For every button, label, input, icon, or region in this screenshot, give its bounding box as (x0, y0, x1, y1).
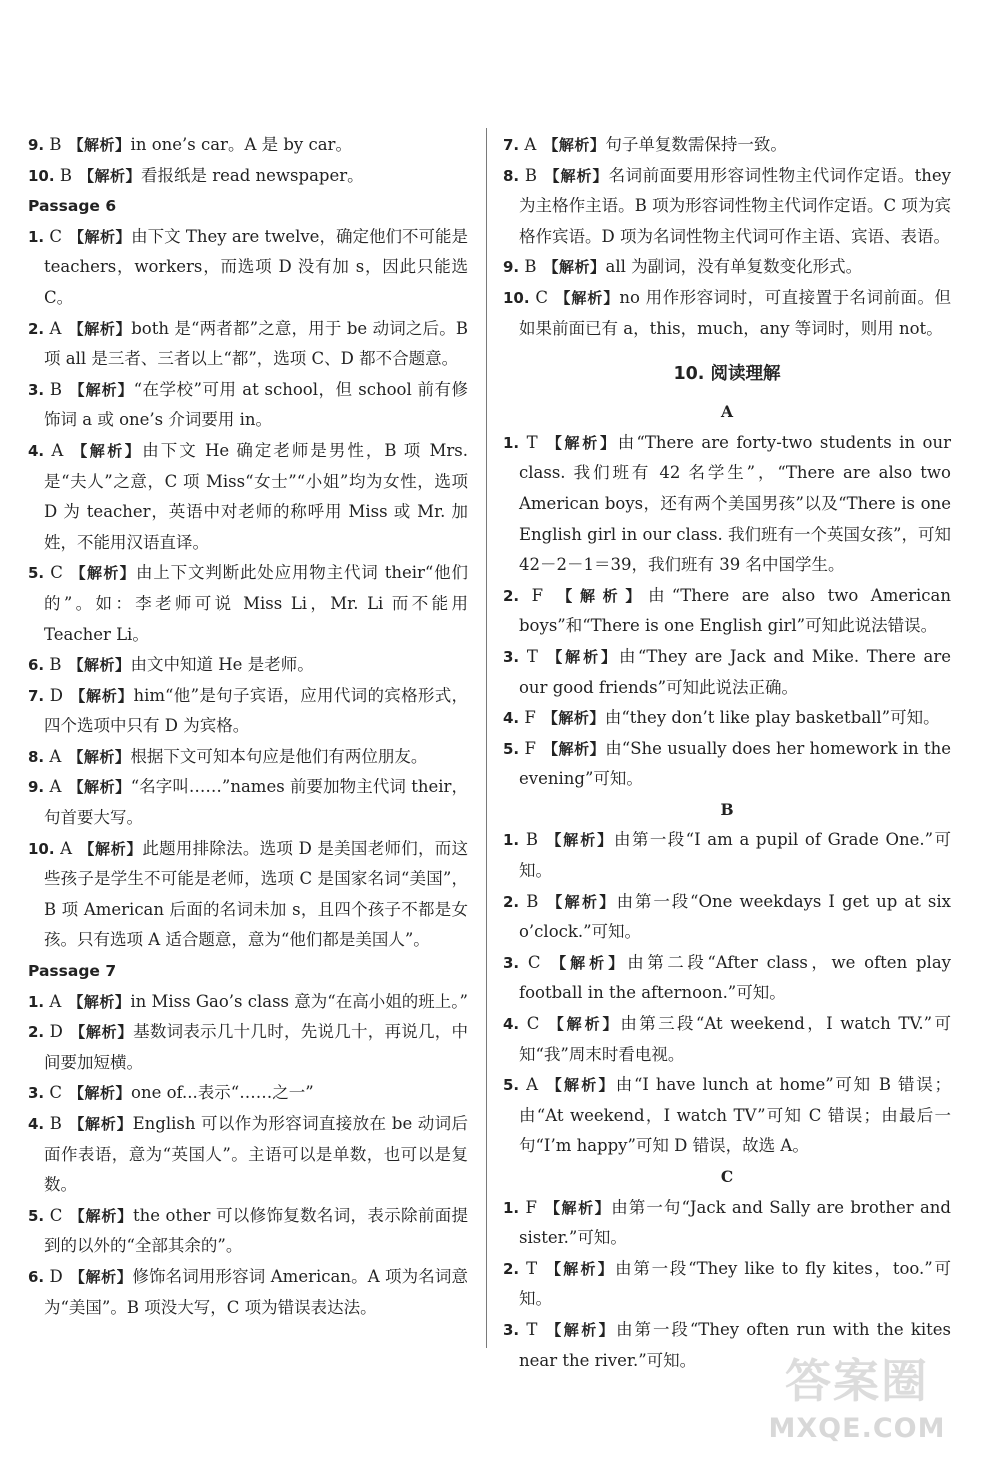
analysis-text: one of...表示“……之一” (131, 1083, 314, 1103)
analysis-text: 根据下文可知本句应是他们有两位朋友。 (130, 746, 428, 766)
item-number: 8. (28, 747, 45, 766)
answer-letter: T (526, 646, 538, 666)
answer-item (503, 1254, 951, 1315)
analysis-text: 此题用排除法。选项 D 是美国老师们，而这些孩子是学生不可能是老师，选项 C 是国家名词“美国”，B 项 American 后面的名词未加 s，且四个孩子不都是女孩。只有选项 A 适合题意，意为“他们都是美国人”。 (44, 838, 468, 950)
column-divider (486, 128, 487, 1348)
analysis-text: 由“They are Jack and Mike. There are our good friends”可知此说法正确。 (519, 646, 951, 697)
answer-letter: A (60, 838, 73, 858)
analysis-text: English 可以作为形容词直接放在 be 动词后面作表语，意为“英国人”。主语可以是单数，也可以是复数。 (44, 1114, 468, 1195)
subsection-heading: A (720, 402, 734, 422)
answer-letter: A (524, 135, 537, 154)
analysis-tag: 【解析】 (542, 739, 606, 758)
answer-item (503, 252, 951, 283)
answer-letter: C (49, 1083, 63, 1103)
item-number: 1. (28, 992, 45, 1011)
watermark-brand: 答案圈 (785, 1354, 929, 1408)
answer-item (503, 734, 951, 795)
answer-item (28, 772, 468, 833)
answer-item (28, 1201, 468, 1262)
answer-item (503, 428, 951, 581)
analysis-tag: 【解析】 (69, 227, 132, 246)
answer-letter: T (526, 432, 538, 452)
answer-item (503, 1070, 951, 1162)
analysis-tag: 【解析】 (69, 380, 134, 399)
analysis-tag: 【解析】 (544, 433, 618, 452)
item-number: 3. (503, 1320, 520, 1339)
analysis-text: 由“There are forty-two students in our class. 我们班有 42 名学生”，“There are also two American boys，还有两个美国男孩”以及“There is one English girl in our class. 我们班有一个英国女孩”，可知 42－2－1＝39，我们班有 39 名中国学生。 (519, 432, 951, 575)
answer-letter: D (49, 685, 63, 705)
analysis-text: 由第一段“They like to fly kites，too.”可知。 (519, 1258, 951, 1309)
answer-letter: C (526, 1014, 540, 1034)
answer-letter: F (524, 738, 536, 758)
watermark-logo (742, 1351, 972, 1471)
answer-letter: B (49, 135, 62, 154)
analysis-tag: 【解析】 (545, 892, 617, 911)
item-number: 5. (28, 1206, 45, 1225)
item-number: 3. (28, 1084, 45, 1103)
answer-item (28, 161, 468, 192)
answer-item (28, 314, 468, 375)
answer-item (28, 742, 468, 773)
item-number: 6. (28, 656, 45, 675)
item-number: 4. (503, 1015, 520, 1034)
analysis-tag: 【解析】 (69, 1267, 133, 1286)
answer-letter: A (49, 777, 62, 797)
analysis-tag: 【解析】 (70, 441, 143, 460)
analysis-text: 由文中知道 He 是老师。 (130, 655, 314, 675)
answer-letter: F (524, 708, 536, 728)
answer-letter: B (525, 830, 538, 850)
answer-item (28, 130, 468, 161)
item-number: 1. (28, 227, 45, 246)
analysis-tag: 【解析】 (542, 709, 605, 728)
analysis-text: “在学校”可用 at school，但 school 前有修饰词 a 或 one’s 介词要用 in。 (44, 379, 468, 430)
item-number: 10. (28, 166, 55, 185)
item-number: 10. (28, 839, 55, 858)
item-number: 10. (503, 288, 530, 307)
item-number: 3. (503, 647, 520, 666)
analysis-text: 看报纸是 read newspaper。 (140, 165, 364, 185)
analysis-tag: 【解析】 (68, 136, 131, 154)
item-number: 5. (503, 739, 520, 758)
answer-letter: A (526, 1075, 539, 1095)
answer-item (28, 375, 468, 436)
analysis-text: 由“She usually does her homework in the evening”可知。 (519, 738, 951, 789)
answer-item (503, 1193, 951, 1254)
analysis-tag: 【解析】 (545, 1076, 616, 1095)
answer-letter: B (49, 379, 63, 399)
analysis-tag: 【解析】 (68, 319, 132, 338)
answer-item (503, 283, 951, 344)
answer-item (503, 161, 951, 253)
answer-item (28, 834, 468, 956)
analysis-text: 句子单复数需保持一致。 (605, 135, 787, 154)
analysis-tag: 【解析】 (543, 258, 606, 277)
left-column (28, 130, 468, 1323)
analysis-text: 由“I have lunch at home”可知 B 错误；由“At weekend，I watch TV”可知 C 错误；由最后一句“I’m happy”可知 D 错误，故选 A。 (519, 1075, 951, 1156)
analysis-text: 由下文 They are twelve，确定他们不可能是 teachers，workers，而选项 D 没有加 s，因此只能选 C。 (44, 226, 469, 307)
analysis-tag: 【解析】 (69, 564, 136, 583)
analysis-tag: 【解析】 (550, 586, 649, 605)
answer-letter: D (49, 1022, 63, 1042)
answer-letter: F (531, 585, 544, 605)
answer-item (503, 703, 951, 734)
item-number: 5. (503, 1076, 520, 1095)
answer-letter: C (527, 952, 541, 972)
analysis-tag: 【解析】 (68, 778, 131, 797)
item-number: 4. (28, 441, 45, 460)
answer-item (28, 987, 468, 1018)
analysis-tag: 【解析】 (543, 1198, 612, 1217)
analysis-tag: 【解析】 (69, 1023, 134, 1042)
analysis-text: the other 可以修饰复数名词，表示除前面提到的以外的“全部其余的”。 (44, 1205, 468, 1256)
answer-item (28, 650, 468, 681)
analysis-text: both 是“两者都”之意，用于 be 动词之后。B 项 all 是三者、三者以上“都”，选项 C、D 都不合题意。 (44, 318, 468, 369)
answer-item (503, 825, 951, 886)
item-number: 3. (503, 953, 520, 972)
analysis-tag: 【解析】 (544, 1259, 616, 1278)
analysis-tag: 【解析】 (543, 136, 606, 154)
analysis-tag: 【解析】 (554, 288, 620, 307)
analysis-text: 由第一段“They often run with the kites near the river.”可知。 (519, 1319, 951, 1370)
answer-item (503, 642, 951, 703)
answer-letter: C (49, 1205, 63, 1225)
item-number: 4. (503, 709, 520, 728)
analysis-tag: 【解析】 (544, 647, 619, 666)
answer-item (503, 1009, 951, 1070)
answer-letter: B (526, 891, 539, 911)
analysis-tag: 【解析】 (546, 1015, 621, 1034)
analysis-tag: 【解析】 (78, 166, 141, 185)
answer-letter: C (535, 287, 548, 307)
answer-letter: B (524, 165, 538, 185)
watermark-domain: MXQE.COM (768, 1413, 946, 1444)
analysis-text: in Miss Gao’s class 意为“在高小姐的班上。” (130, 991, 468, 1011)
analysis-tag: 【解析】 (544, 1320, 617, 1339)
section-title: 10. 阅读理解 (673, 364, 781, 385)
answer-letter: D (49, 1266, 63, 1286)
analysis-text: 由第二段“After class，we often play football in the afternoon.”可知。 (519, 952, 951, 1003)
analysis-tag: 【解析】 (69, 1206, 133, 1225)
answer-item (503, 581, 951, 642)
analysis-text: 由“they don’t like play basketball”可知。 (604, 708, 940, 728)
item-number: 8. (503, 166, 520, 185)
analysis-text: 由下文 He 确定老师是男性，B 项 Mrs. 是“夫人”之意，C 项 Miss“女士”“小姐”均为女性，选项 D 为 teacher，英语中对老师的称呼用 Miss 或 Mr. 加姓，不能用汉语直译。 (44, 440, 468, 552)
answer-item (503, 130, 951, 161)
analysis-text: 基数词表示几十几时，先说几十，再说几，中间要加短横。 (44, 1022, 468, 1072)
item-number: 3. (28, 380, 45, 399)
analysis-tag: 【解析】 (544, 166, 609, 185)
analysis-text: “名字叫……”names 前要加物主代词 their，句首要大写。 (44, 777, 468, 828)
item-number: 9. (28, 778, 45, 797)
analysis-tag: 【解析】 (547, 953, 628, 972)
analysis-tag: 【解析】 (68, 747, 131, 766)
analysis-text: 名词前面要用形容词性物主代词作定语。they 为主格作主语。B 项为形容词性物主代词作定语。C 项为宾格作宾语。D 项为名词性物主代词可作主语、宾语、表语。 (519, 165, 951, 246)
analysis-text: 由第三段“At weekend，I watch TV.”可知“我”周末时看电视。 (519, 1014, 951, 1064)
answer-letter: T (526, 1258, 538, 1278)
item-number: 1. (503, 433, 520, 452)
answer-item (503, 948, 951, 1009)
item-number: 1. (503, 831, 520, 850)
analysis-tag: 【解析】 (68, 1115, 133, 1133)
passage-heading: Passage 6 (28, 197, 117, 216)
answer-item (28, 222, 468, 314)
item-number: 2. (503, 1259, 520, 1278)
item-number: 9. (503, 258, 520, 277)
answer-item (28, 1017, 468, 1078)
answer-item (28, 558, 468, 650)
analysis-tag: 【解析】 (69, 686, 134, 705)
answer-letter: C (49, 226, 63, 246)
item-number: 1. (503, 1198, 520, 1217)
answer-letter: F (525, 1197, 537, 1217)
answer-item (28, 1078, 468, 1109)
item-number: 9. (28, 136, 45, 154)
passage-heading: Passage 7 (28, 962, 117, 981)
analysis-text: 由第一段“I am a pupil of Grade One.”可知。 (519, 830, 952, 881)
answer-letter: B (49, 1114, 62, 1133)
answer-item (28, 436, 468, 558)
answer-item (28, 1262, 468, 1323)
answer-letter: A (51, 440, 64, 460)
answer-letter: B (524, 257, 537, 277)
answer-letter: T (526, 1319, 538, 1339)
item-number: 2. (28, 1023, 45, 1042)
right-column (503, 130, 951, 1376)
analysis-text: 由第一句“Jack and Sally are brother and sister.”可知。 (519, 1197, 951, 1248)
analysis-text: 修饰名词用形容词 American。A 项为名词意为“美国”。B 项没大写，C 项为错误表达法。 (44, 1266, 468, 1317)
subsection-heading: B (720, 799, 734, 819)
item-number: 2. (503, 586, 520, 605)
item-number: 5. (28, 564, 45, 583)
answer-letter: A (49, 991, 62, 1011)
analysis-text: in one’s car。A 是 by car。 (130, 135, 352, 154)
subsection-heading: C (720, 1167, 734, 1186)
item-number: 4. (28, 1115, 45, 1133)
answer-letter: C (50, 563, 63, 583)
answer-item (28, 1109, 468, 1201)
analysis-text: 由上下文判断此处应用物主代词 their“他们的”。如：李老师可说 Miss Li，Mr. Li 而不能用 Teacher Li。 (44, 563, 468, 644)
analysis-tag: 【解析】 (544, 831, 615, 850)
analysis-text: him“他”是句子宾语，应用代词的宾格形式，四个选项中只有 D 为宾格。 (44, 685, 468, 736)
analysis-text: no 用作形容词时，可直接置于名词前面。但如果前面已有 a，this，much，any 等词时，则用 not。 (519, 287, 951, 338)
item-number: 2. (503, 892, 520, 911)
answer-item (503, 887, 951, 948)
answer-letter: A (49, 318, 62, 338)
answer-letter: A (49, 746, 62, 766)
answer-letter: B (49, 655, 62, 675)
answer-letter: B (59, 165, 72, 185)
analysis-tag: 【解析】 (68, 656, 131, 675)
item-number: 6. (28, 1267, 45, 1286)
analysis-tag: 【解析】 (79, 839, 143, 858)
item-number: 7. (503, 136, 520, 154)
analysis-tag: 【解析】 (69, 1084, 132, 1103)
analysis-tag: 【解析】 (68, 992, 131, 1011)
analysis-text: 由第一段“One weekdays I get up at six o’clock.”可知。 (519, 891, 951, 942)
item-number: 2. (28, 319, 45, 338)
analysis-text: all 为副词，没有单复数变化形式。 (605, 257, 863, 277)
item-number: 7. (28, 686, 45, 705)
analysis-text: 由“There are also two American boys”和“There is one English girl”可知此说法错误。 (519, 585, 951, 636)
answer-item (28, 681, 468, 742)
